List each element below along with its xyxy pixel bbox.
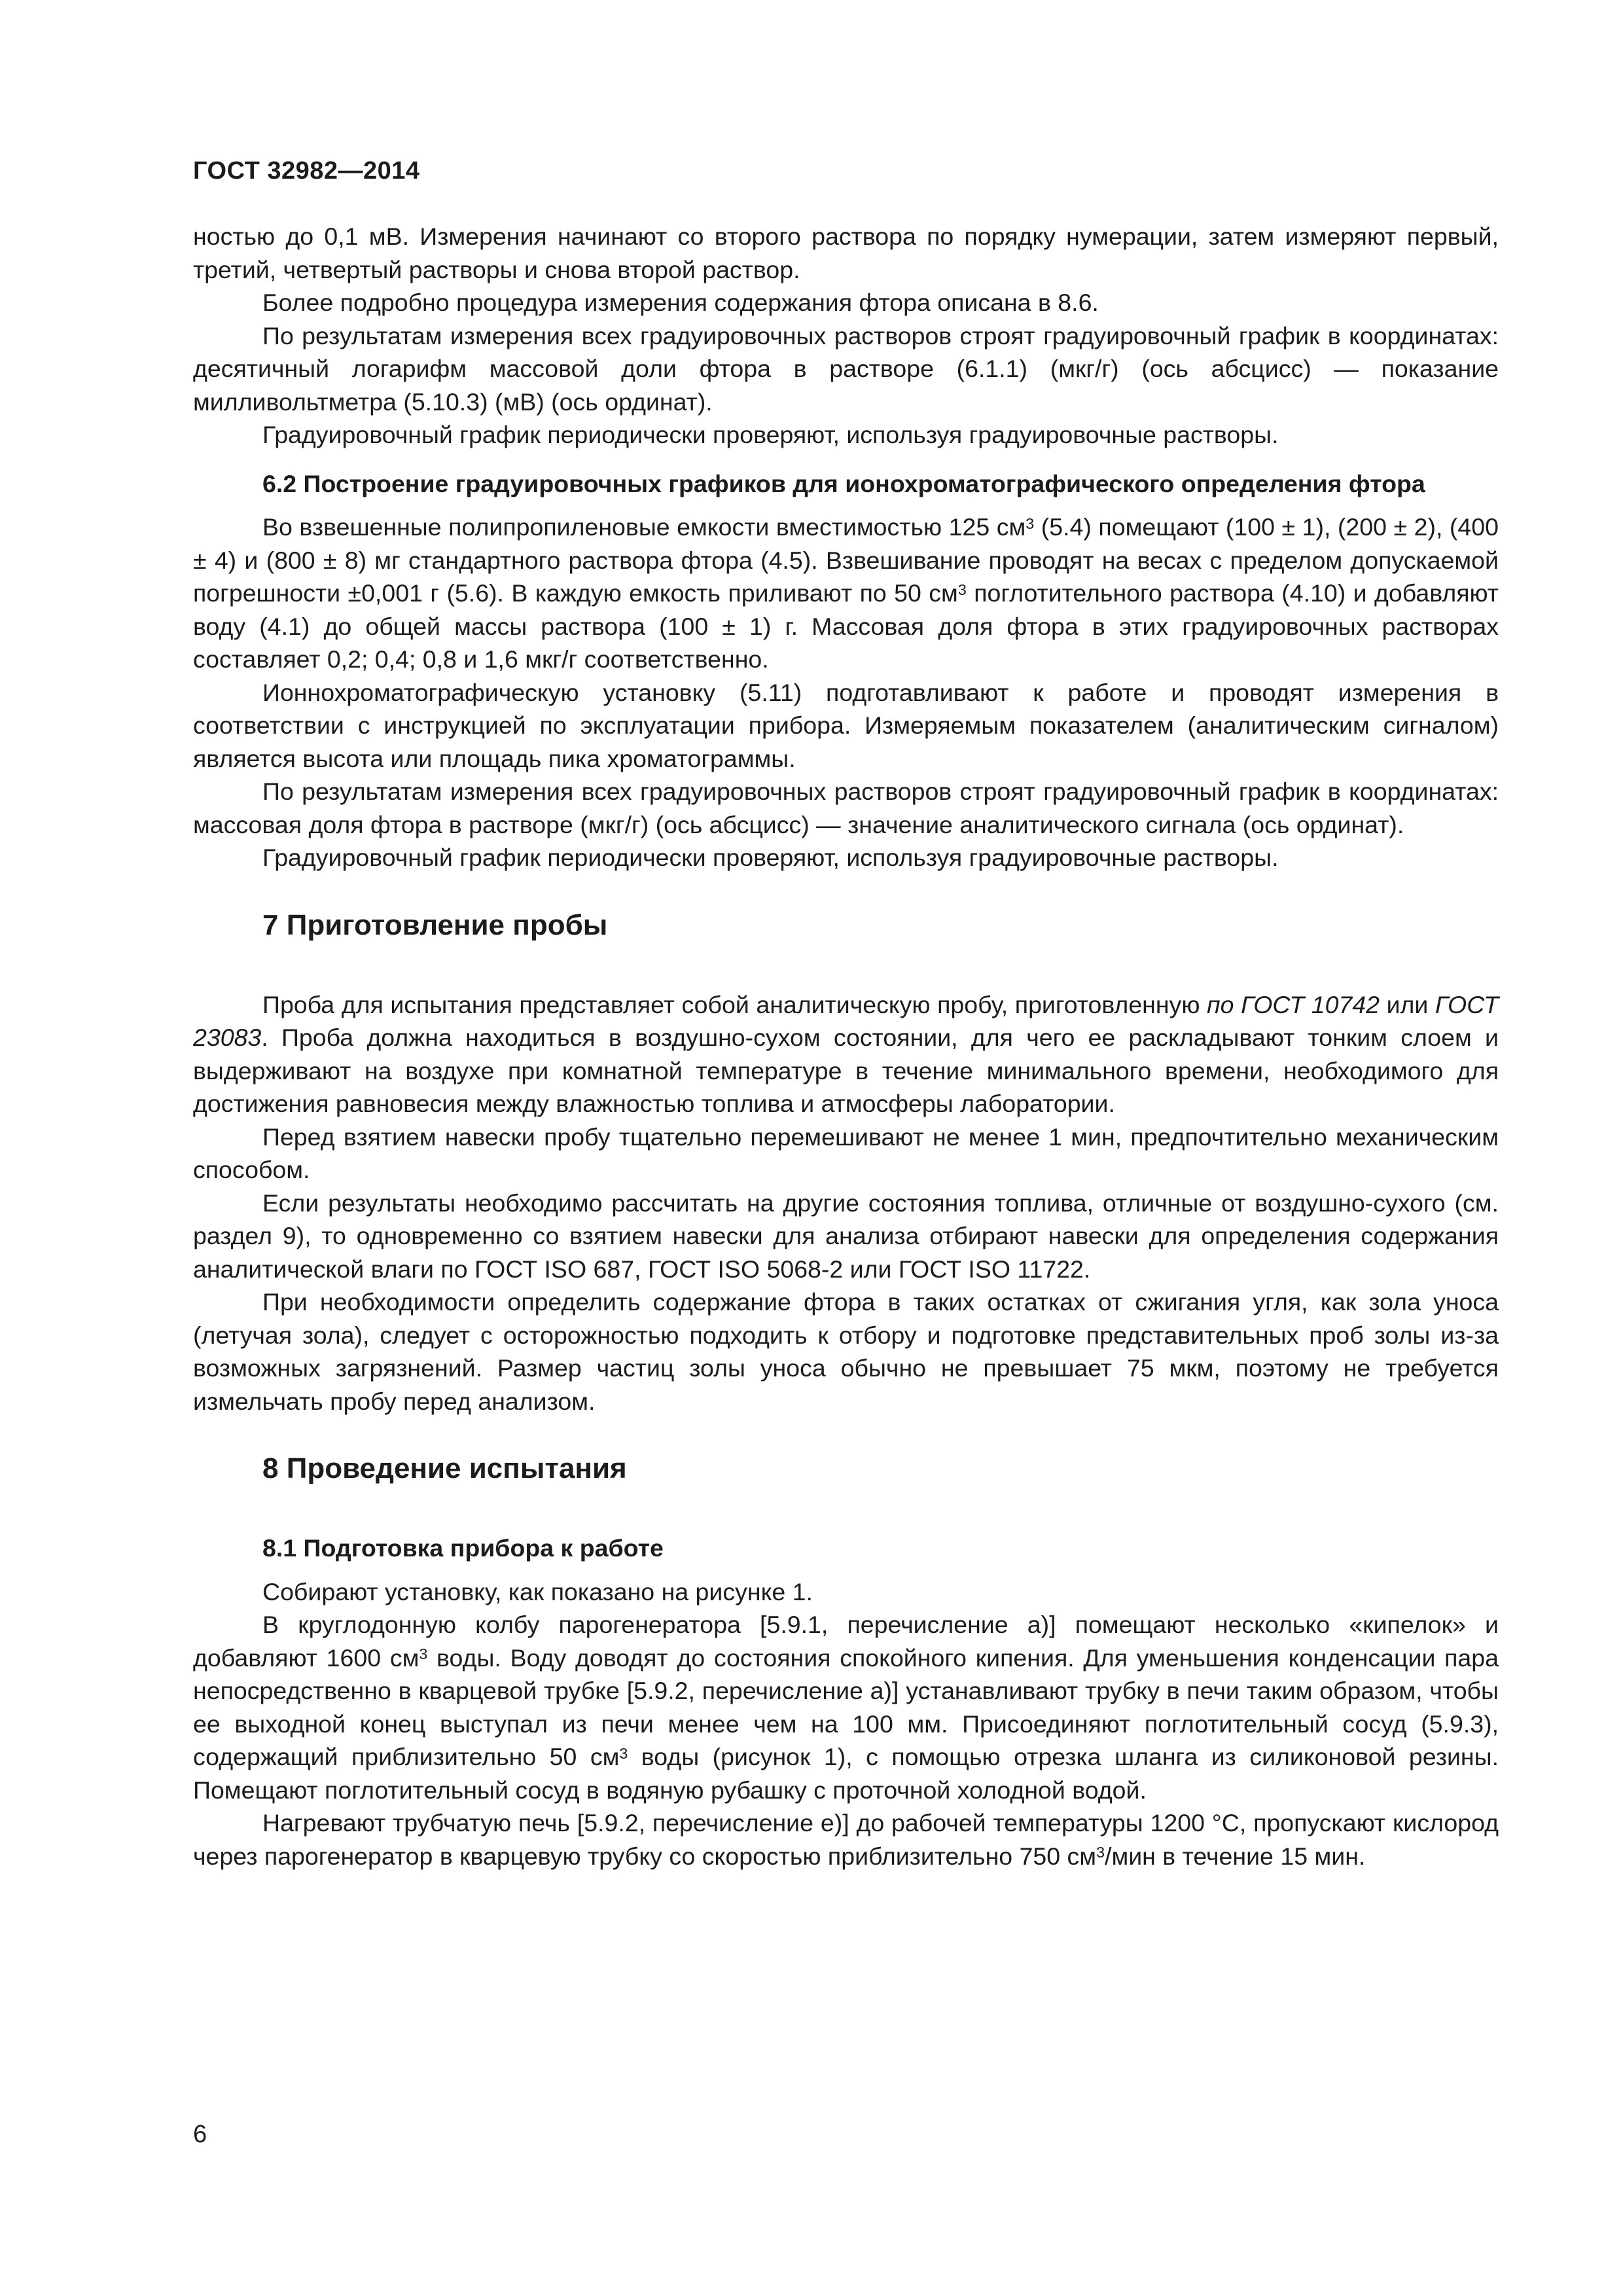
para-graph-coordinates-chromatographic: По результатам измерения всех градуировочных растворов строят градуировочный график в координатах: массовая доля фтора в растворе (мкг/г) (ось абсцисс) — значение аналитического сигнала (ось ординат). — [193, 778, 1499, 838]
para-mixing: Перед взятием навески пробу тщательно перемешивают не менее 1 мин, предпочтительно механическим способом. — [193, 1122, 1499, 1183]
para-steam-generator: В круглодонную колбу парогенератора [5.9.1, перечисление а)] помещают несколько «кипелок» и добавляют 1600 $см^3$ воды. Воду доводят до состояния спокойного кипения. Для уменьшения конденсации пара непосредственно в кварцевой трубке [5.9.2, перечисление а)] устанавливают трубку в печи таким образом, чтобы ее выходной конец выступал из печи менее чем на 100 мм. Присоединяют поглотительный сосуд (5.9.3), содержащий приблизительно 50 $см^3$ воды (рисунок 1), с помощью отрезка шланга из силиконовой резины. Помещают поглотительный сосуд в водяную рубашку с проточной холодной водой. — [193, 1611, 1499, 1804]
heading-section-7: 7 Приготовление пробы — [262, 908, 608, 941]
para-graph-coordinates-potentiometric: По результатам измерения всех градуировочных растворов строят градуировочный график в координатах: десятичный логарифм массовой доли фтора в растворе (6.1.1) (мкг/г) (ось абсцисс) — показание милливольтметра (5.10.3) (мВ) (ось ординат). — [193, 321, 1499, 416]
para-ion-chromatograph: Ионнохроматографическую установку (5.11) подготавливают к работе и проводят измерения в соответствии с инструкцией по эксплуатации прибора. Измеряемым показателем (аналитическим сигналом) является высота или площадь пика хроматограммы. — [193, 678, 1499, 772]
heading-section-8: 8 Проведение испытания — [262, 1452, 627, 1484]
para-fly-ash: При необходимости определить содержание фтора в таких остатках от сжигания угля, как зола уноса (летучая зола), следует с осторожностью подходить к отбору и подготовке представительных проб золы из-за возможных загрязнений. Размер частиц золы уноса обычно не превышает 75 мкм, поэтому не требуется измельчать пробу перед анализом. — [193, 1288, 1499, 1415]
document-header: ГОСТ 32982—2014 — [193, 157, 420, 185]
page-number: 6 — [193, 2121, 207, 2148]
document-body — [193, 220, 1499, 1873]
para-procedure-reference: Более подробно процедура измерения содержания фтора описана в 8.6. — [262, 289, 1099, 316]
para-graph-check-2: Градуировочный график периодически проверяют, используя градуировочные растворы. — [262, 844, 1279, 871]
subheading-8-1: 8.1 Подготовка прибора к работе — [262, 1534, 664, 1562]
subheading-6-2: 6.2 Построение градуировочных графиков для ионохроматографического определения фтора — [262, 469, 1425, 497]
para-continued-measurement: ностью до 0,1 мВ. Измерения начинают со второго раствора по порядку нумерации, затем измеряют первый, третий, четвертый растворы и снова второй раствор. — [193, 223, 1499, 283]
para-furnace-heating: Нагревают трубчатую печь [5.9.2, перечисление е)] до рабочей температуры 1200 °С, пропускают кислород через парогенератор в кварцевую трубку со скоростью приблизительно 750 $см^3$/мин в течение 15 мин. — [193, 1809, 1499, 1870]
para-weighing: Во взвешенные полипропиленовые емкости вместимостью 125 $см^3$ (5.4) помещают (100 ± 1), (200 ± 2), (400 ± 4) и (800 ± 8) мг стандартного раствора фтора (4.5). Взвешивание проводят на весах с пределом допускаемой погрешности ±0,001 г (5.6). В каждую емкость приливают по 50 $см^3$ поглотительного раствора (4.10) и добавляют воду (4.1) до общей массы раствора (100 ± 1) г. Массовая доля фтора в этих градуировочных растворах составляет 0,2; 0,4; 0,8 и 1,6 мкг/г соответственно. — [193, 513, 1499, 673]
para-assembly: Собирают установку, как показано на рисунке 1. — [262, 1577, 813, 1605]
para-moisture: Если результаты необходимо рассчитать на другие состояния топлива, отличные от воздушно-сухого (см. раздел 9), то одновременно со взятием навески для анализа отбирают навески для определения содержания аналитической влаги по ГОСТ ISO 687, ГОСТ ISO 5068-2 или ГОСТ ISO 11722. — [193, 1189, 1499, 1283]
para-graph-check-1: Градуировочный график периодически проверяют, используя градуировочные растворы. — [262, 421, 1279, 448]
para-sample-description: Проба для испытания представляет собой аналитическую пробу, приготовленную по ГОСТ 10742 или ГОСТ 23083. Проба должна находиться в воздушно-сухом состоянии, для чего ее раскладывают тонким слоем и выдерживают на воздухе при комнатной температуре в течение минимального времени, необходимого для достижения равновесия между влажностью топлива и атмосферы лаборатории. — [193, 990, 1499, 1117]
